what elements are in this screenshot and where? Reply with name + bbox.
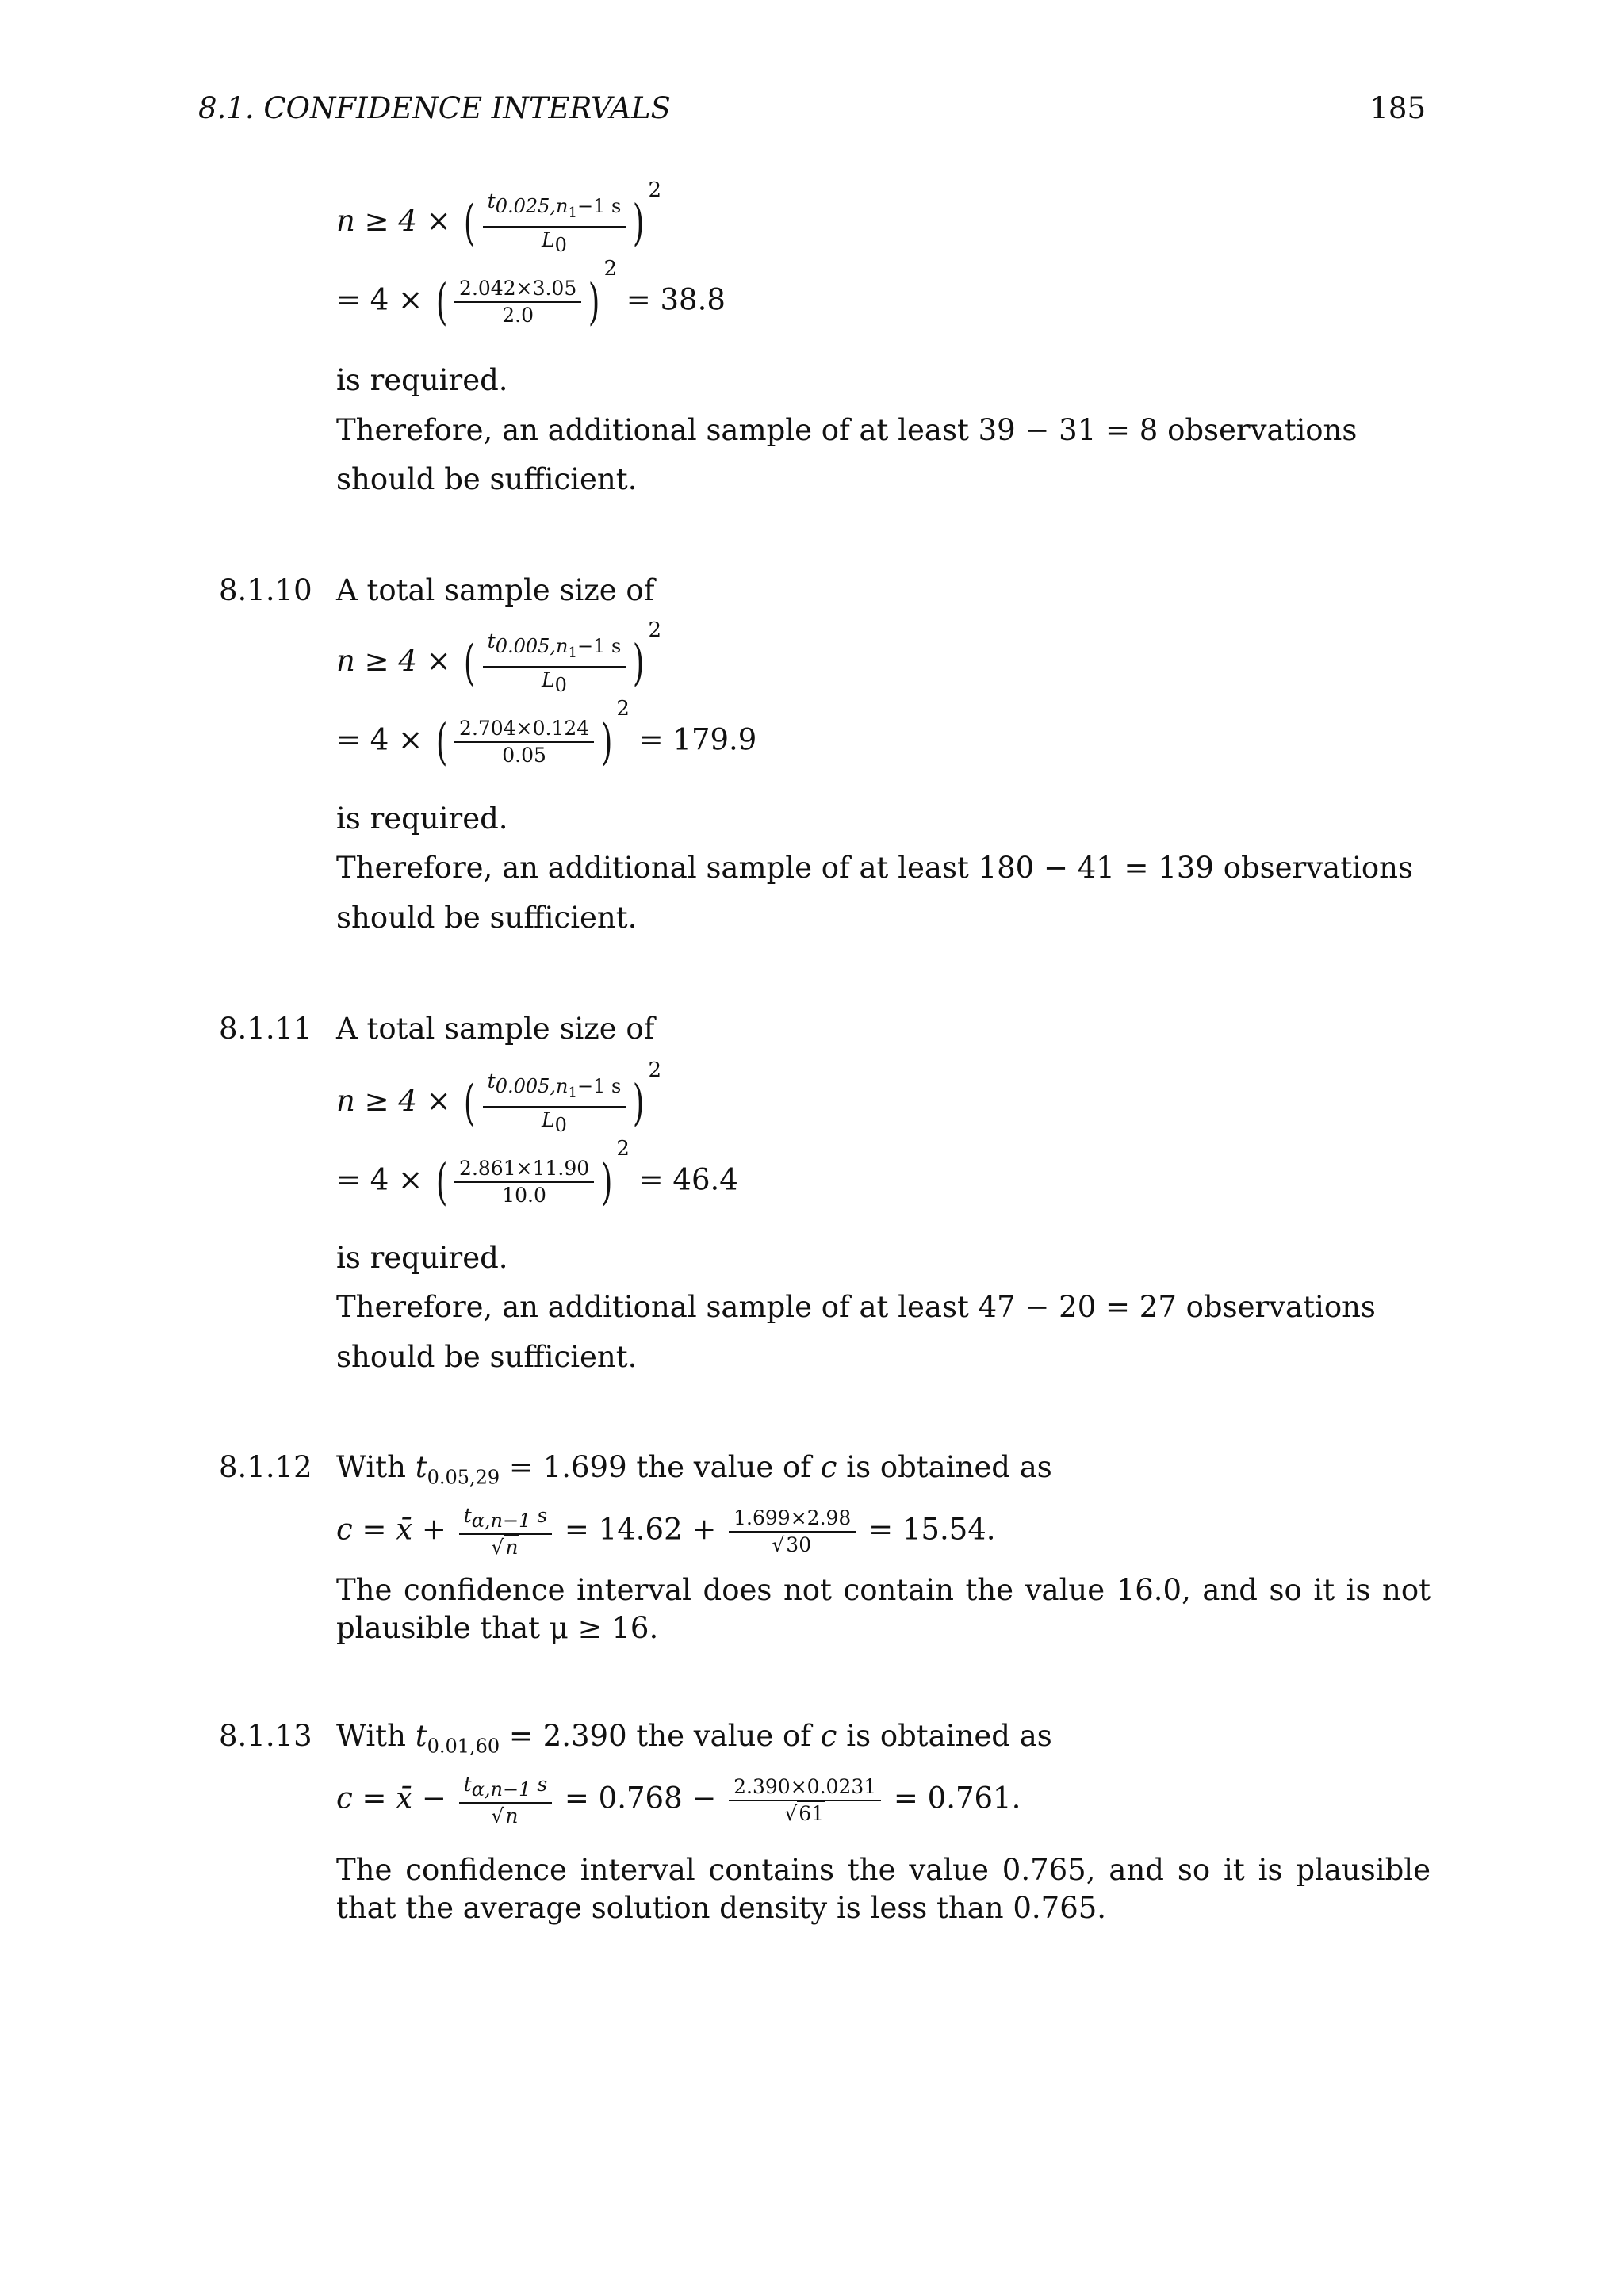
equation-sample-size: n ≥ 4 × ( $\frac{t_{0.005,n_1-1 s}}{L_0}$ )$^2$ xyxy=(336,618,662,696)
conclusion-paragraph: The confidence interval does not contain the value 16.0, and so it is not plausible that μ ≥ 16. xyxy=(336,1573,1431,1645)
required-text: is required. xyxy=(336,363,508,397)
conclusion-paragraph: The confidence interval contains the value 0.765, and so it is plausible that the average solution density is less than 0.765. xyxy=(336,1853,1431,1925)
problem-intro: With $t_{0.01,60} = 2.390$ the value of c is obtained as xyxy=(336,1719,1052,1758)
conclusion-text: Therefore, an additional sample of at least 47 − 20 = 27 observations xyxy=(336,1290,1376,1324)
problem-number: 8.1.12 xyxy=(219,1450,312,1484)
conclusion-text-cont: should be sufficient. xyxy=(336,901,638,935)
problem-intro: A total sample size of xyxy=(336,1012,655,1046)
page-number: 185 xyxy=(1369,91,1426,125)
problem-intro: A total sample size of xyxy=(336,573,655,607)
equation-critical-value: c = x̄ − $\frac{t_{\alpha,n-1} s}{√n}$ = 0.768 − $\frac{2.390\times 0.0231}{√61}$ = 0.761. xyxy=(336,1773,1021,1827)
problem-number: 8.1.11 xyxy=(219,1012,312,1046)
conclusion-text-cont: should be sufficient. xyxy=(336,1340,638,1374)
equation-evaluation: = 4 × ( $\frac{2.704\times 0.124}{0.05}$ )$^2$ = 179.9 xyxy=(336,697,757,771)
required-text: is required. xyxy=(336,802,508,836)
equation-evaluation: = 4 × ( $\frac{2.861\times 11.90}{10.0}$ )$^2$ = 46.4 xyxy=(336,1137,738,1211)
equation-sample-size: n ≥ 4 × ( $\frac{t_{0.025,n_1-1 s}}{L_0}$ )$^2$ xyxy=(336,178,662,256)
running-header xyxy=(198,89,1426,128)
equation-critical-value: c = x̄ + $\frac{t_{\alpha,n-1} s}{√n}$ = 14.62 + $\frac{1.699\times 2.98}{√30}$ = 15.54. xyxy=(336,1504,996,1559)
equation-sample-size: n ≥ 4 × ( $\frac{t_{0.005,n_1-1 s}}{L_0}$ )$^2$ xyxy=(336,1058,662,1136)
problem-intro: With $t_{0.05,29} = 1.699$ the value of c is obtained as xyxy=(336,1450,1052,1489)
conclusion-text: Therefore, an additional sample of at least 39 − 31 = 8 observations xyxy=(336,413,1358,447)
section-title: 8.1. CONFIDENCE INTERVALS xyxy=(198,91,671,125)
required-text: is required. xyxy=(336,1241,508,1275)
conclusion-text-cont: should be sufficient. xyxy=(336,462,638,496)
problem-number: 8.1.10 xyxy=(219,573,312,607)
conclusion-text: Therefore, an additional sample of at least 180 − 41 = 139 observations xyxy=(336,851,1413,885)
equation-evaluation: = 4 × ( $\frac{2.042\times 3.05}{2.0}$ )$^2$ = 38.8 xyxy=(336,257,726,331)
problem-number: 8.1.13 xyxy=(219,1719,312,1753)
